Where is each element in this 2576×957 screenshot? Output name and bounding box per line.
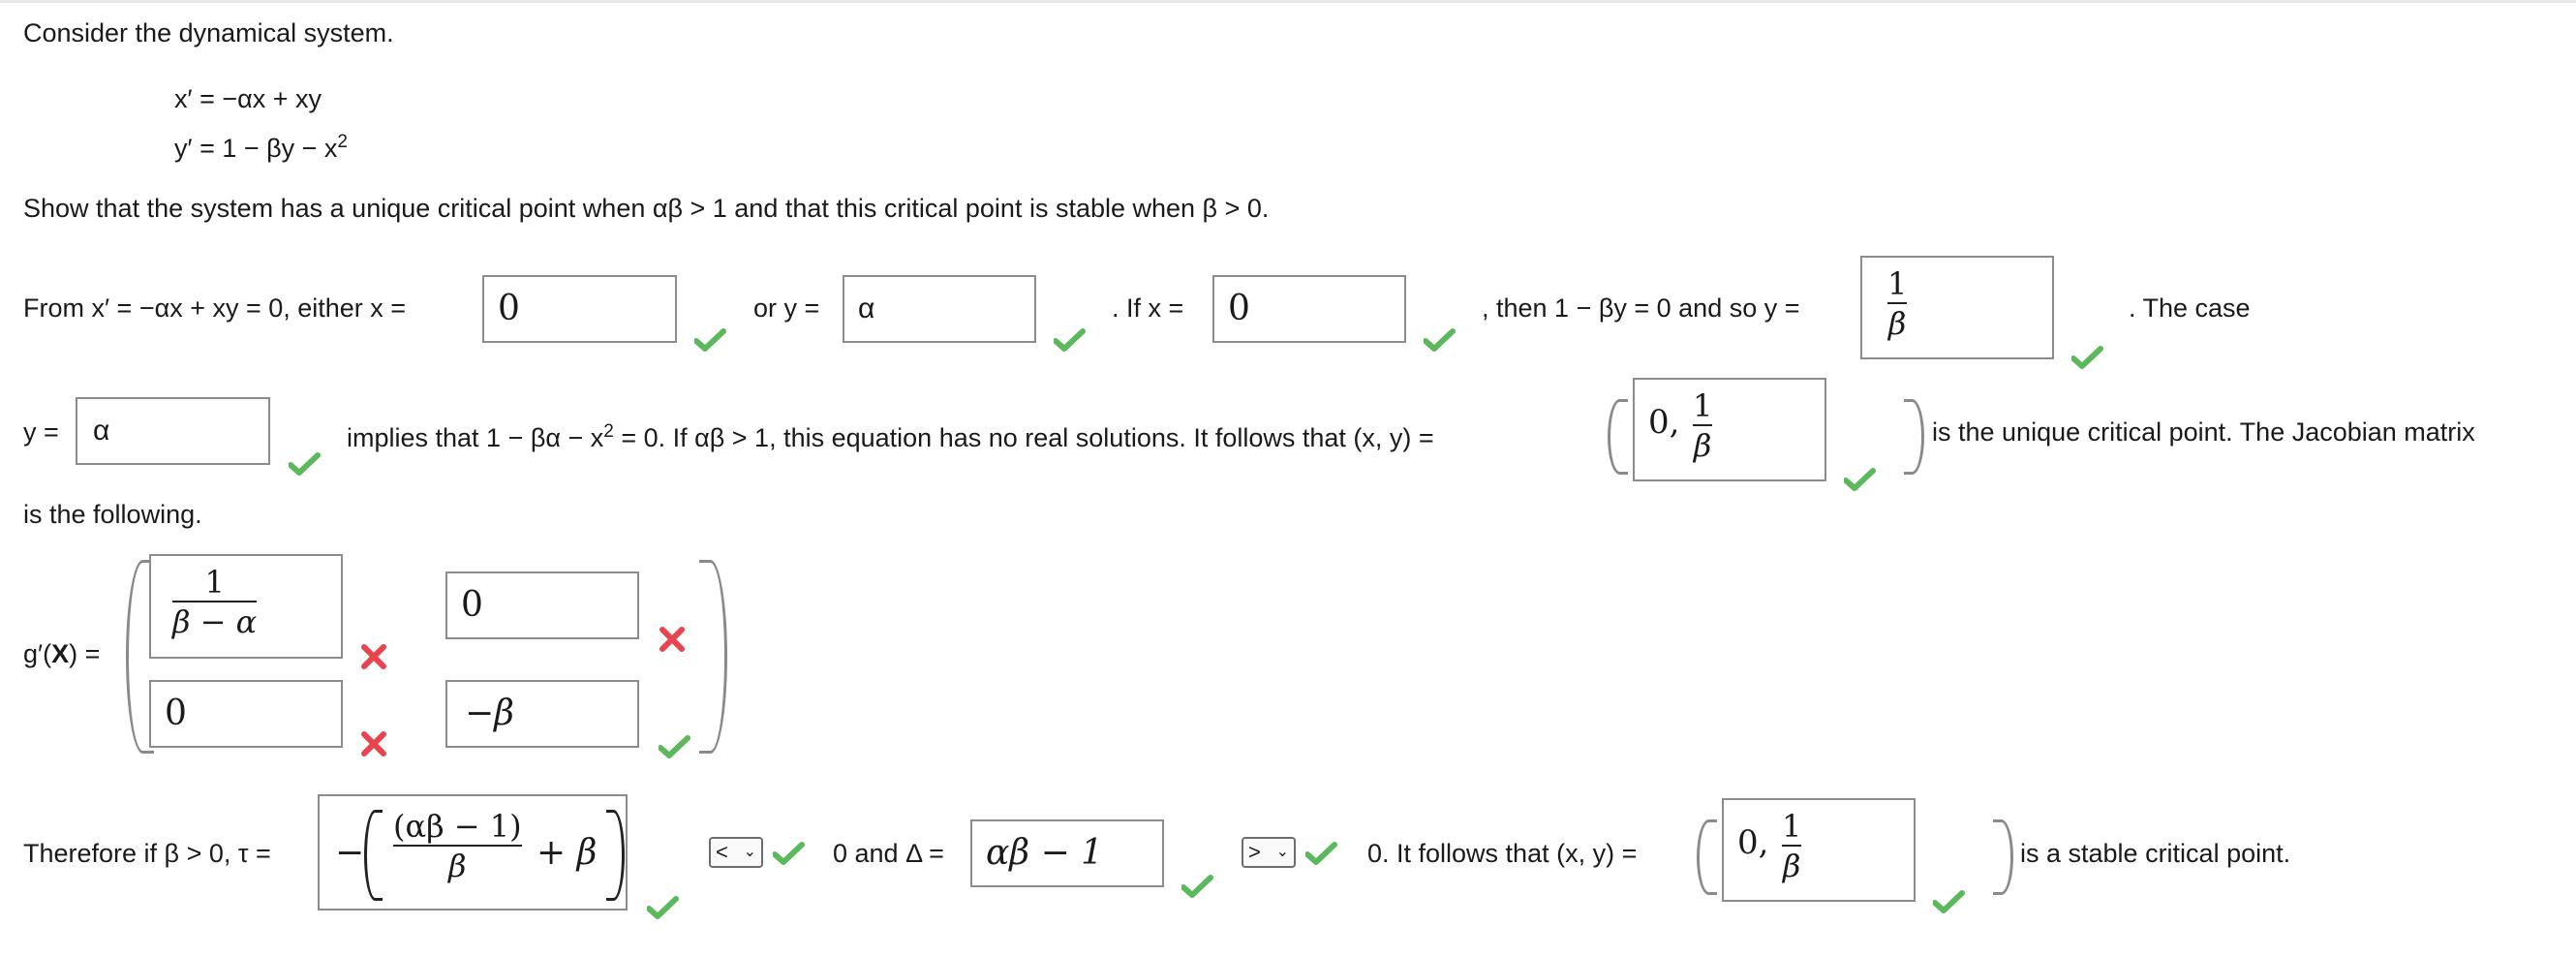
correct-check-icon	[1844, 467, 1877, 494]
row2-y-eq: y =	[23, 417, 59, 447]
correct-check-icon	[1305, 841, 1338, 868]
row4-mid: 0 and Δ =	[833, 839, 944, 868]
correct-check-icon	[659, 734, 691, 761]
chevron-down-icon: ⌄	[1275, 844, 1289, 860]
correct-check-icon	[773, 841, 806, 868]
stable-point-x: 0,	[1737, 823, 1769, 862]
system-eq1: x′ = −αx + xy	[174, 84, 322, 113]
stable-point-box[interactable]	[1722, 798, 1916, 902]
row3-text: is the following.	[23, 500, 202, 529]
correct-check-icon	[1933, 889, 1966, 916]
row1-lead: From x′ = −αx + xy = 0, either x =	[23, 293, 407, 323]
intro-text: Consider the dynamical system.	[23, 18, 394, 47]
jacobian-label: g′(X) =	[23, 639, 101, 668]
answer-if-x-value: 0	[1228, 289, 1250, 328]
tau-comparison-select[interactable]	[709, 837, 763, 868]
matrix-entry-21[interactable]	[149, 680, 343, 748]
incorrect-x-icon	[360, 730, 389, 759]
matrix-12-value: 0	[461, 585, 483, 625]
delta-answer-box[interactable]	[970, 819, 1164, 887]
matrix-11-fraction: 1 β − α	[172, 564, 258, 640]
tau-minus: −	[335, 833, 365, 873]
matrix-21-value: 0	[165, 694, 187, 733]
delta-value: αβ − 1	[986, 833, 1104, 873]
stable-point-y: 1 β	[1782, 808, 1802, 884]
answer-x-box[interactable]	[482, 275, 677, 343]
top-divider	[0, 0, 2576, 3]
tau-plus-beta: + β	[537, 833, 598, 873]
critical-point-y: 1 β	[1693, 387, 1713, 464]
incorrect-x-icon	[360, 643, 389, 672]
delta-comparison-select[interactable]	[1242, 837, 1296, 868]
answer-y-fraction-box[interactable]	[1860, 256, 2054, 359]
system-eq2: $y' = 1 - \beta y - x^2$	[174, 132, 348, 163]
matrix-entry-12[interactable]	[445, 571, 639, 639]
tau-comparison-value: <	[716, 840, 728, 864]
row2-implies: implies that $1 - \beta\alpha - x^2 = 0$. If αβ > 1, this equation has no real solutions. It follows that (x, y) =	[347, 421, 1434, 452]
right-paren	[1993, 819, 2013, 895]
correct-check-icon	[1054, 327, 1087, 355]
row1-the-case: . The case	[2129, 293, 2251, 323]
correct-check-icon	[647, 895, 680, 922]
answer-x-value: 0	[498, 289, 520, 328]
left-paren	[1697, 819, 1717, 895]
tau-left-paren	[364, 810, 383, 901]
right-paren	[1904, 399, 1924, 475]
answer-case-y-value: α	[93, 415, 110, 447]
tau-answer-box[interactable]	[318, 794, 628, 911]
row1-or-y: or y =	[753, 293, 820, 323]
correct-check-icon	[1181, 874, 1214, 901]
delta-comparison-value: >	[1248, 840, 1261, 864]
correct-check-icon	[1424, 327, 1457, 355]
row1-then: , then 1 − βy = 0 and so y =	[1482, 293, 1800, 323]
matrix-entry-22[interactable]	[445, 680, 639, 748]
answer-if-x-box[interactable]	[1212, 275, 1406, 343]
row4-tail: is a stable critical point.	[2020, 839, 2291, 868]
answer-case-y-box[interactable]	[76, 397, 270, 465]
tau-fraction: (αβ − 1) β	[393, 808, 522, 884]
answer-y-box[interactable]	[843, 275, 1036, 343]
row4-follows: 0. It follows that (x, y) =	[1367, 839, 1638, 868]
answer-y-value: α	[858, 293, 875, 324]
tau-right-paren	[606, 810, 625, 901]
chevron-down-icon: ⌄	[743, 844, 756, 860]
matrix-right-paren	[699, 560, 727, 754]
row1-if-x: . If x =	[1112, 293, 1184, 323]
left-paren	[1608, 399, 1628, 475]
row2-tail: is the unique critical point. The Jacobian matrix	[1932, 417, 2475, 447]
correct-check-icon	[2071, 345, 2104, 372]
row4-lead: Therefore if β > 0, τ =	[23, 839, 271, 868]
critical-point-x: 0,	[1648, 403, 1680, 442]
critical-point-box[interactable]	[1633, 378, 1826, 481]
matrix-entry-11[interactable]	[149, 554, 343, 659]
incorrect-x-icon	[659, 626, 688, 655]
correct-check-icon	[289, 451, 322, 478]
matrix-22-value: −β	[465, 694, 514, 733]
correct-check-icon	[694, 327, 727, 355]
answer-y-fraction: 1 β	[1887, 265, 1908, 342]
task-text: Show that the system has a unique critical point when αβ > 1 and that this critical point is stable when β > 0.	[23, 194, 1270, 223]
